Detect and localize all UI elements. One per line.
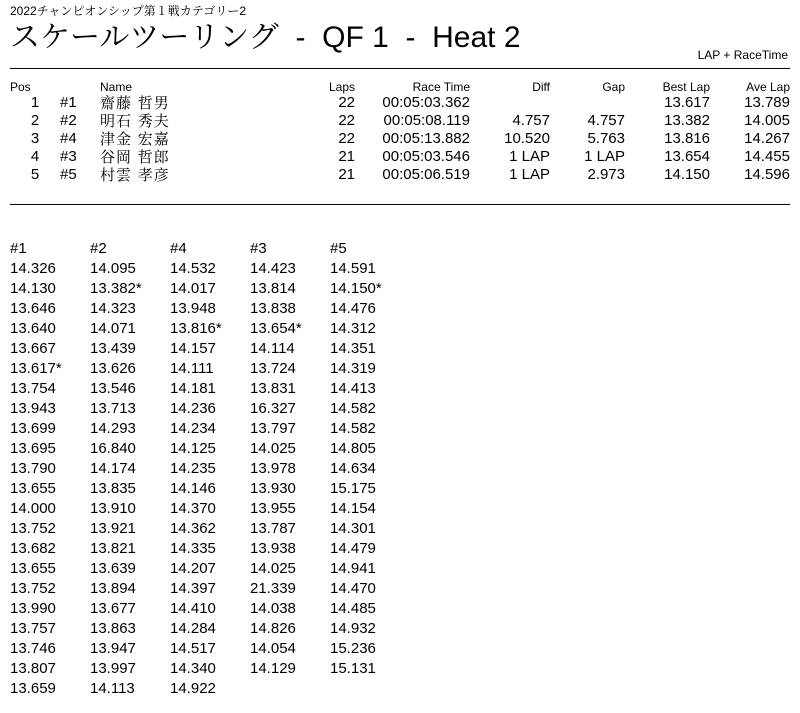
lap-time-cell: 14.017 — [170, 280, 216, 297]
gap-cell: 1 LAP — [584, 148, 625, 165]
col-header-pos: Pos — [10, 80, 31, 94]
col-header-car — [60, 80, 100, 94]
laps-cell: 22 — [338, 112, 355, 129]
lap-time-cell: 14.326 — [10, 260, 56, 277]
diff-cell — [470, 94, 550, 112]
diff-cell: 4.757 — [512, 112, 550, 129]
lap-row — [10, 399, 410, 419]
lap-time-cell: 14.410 — [170, 600, 216, 617]
results-table — [10, 80, 790, 184]
lap-time-cell: 14.582 — [330, 400, 376, 417]
results-row — [10, 148, 790, 166]
lap-time-cell: 13.938 — [250, 540, 296, 557]
lap-time-cell: 14.130 — [10, 280, 56, 297]
lap-row — [10, 279, 410, 299]
col-header-ave-lap: Ave Lap — [746, 80, 790, 94]
lap-time-cell: 14.129 — [250, 660, 296, 677]
driver-name-cell: 齋藤 哲男 — [100, 94, 170, 112]
lap-time-cell: 13.617* — [10, 360, 62, 377]
lap-time-cell: 14.095 — [90, 260, 136, 277]
lap-time-cell: 14.071 — [90, 320, 136, 337]
col-header-best-lap: Best Lap — [662, 80, 710, 94]
lap-time-cell: 13.695 — [10, 440, 56, 457]
lap-row — [10, 579, 410, 599]
col-header-race-time: Race Time — [412, 80, 470, 94]
lap-time-cell: 13.667 — [10, 340, 56, 357]
lap-time-cell: 14.181 — [170, 380, 216, 397]
best-lap-cell: 13.654 — [664, 148, 710, 165]
lap-row — [10, 299, 410, 319]
lap-time-cell: 13.746 — [10, 640, 56, 657]
col-header-name: Name — [100, 80, 133, 94]
lap-time-cell: 13.835 — [90, 480, 136, 497]
laps-cell: 22 — [338, 94, 355, 111]
laps-cell: 22 — [338, 130, 355, 147]
lap-time-cell: 13.930 — [250, 480, 296, 497]
lap-time-cell: 14.038 — [250, 600, 296, 617]
lap-row — [10, 359, 410, 379]
lap-time-cell: 14.236 — [170, 400, 216, 417]
lap-time-cell: 13.655 — [10, 480, 56, 497]
lap-time-cell: 13.677 — [90, 600, 136, 617]
lap-time-cell: 14.941 — [330, 560, 376, 577]
lap-time-cell: 14.413 — [330, 380, 376, 397]
results-row — [10, 112, 790, 130]
diff-cell: 1 LAP — [509, 166, 550, 183]
best-lap-cell: 13.617 — [664, 94, 710, 111]
lap-time-cell: 14.157 — [170, 340, 216, 357]
lap-time-cell: 14.485 — [330, 600, 376, 617]
lap-time-cell: 14.114 — [250, 340, 295, 357]
race-time-cell: 00:05:03.362 — [382, 94, 470, 111]
lap-time-cell: 13.821 — [90, 540, 136, 557]
lap-time-cell: 14.470 — [330, 580, 376, 597]
ave-lap-cell: 13.789 — [744, 94, 790, 111]
pos-cell: 2 — [30, 112, 40, 129]
lap-time-cell: 14.397 — [170, 580, 216, 597]
lap-time-cell: 15.175 — [330, 480, 376, 497]
diff-cell: 1 LAP — [509, 148, 550, 165]
race-time-cell: 00:05:13.882 — [382, 130, 470, 147]
lap-time-cell — [250, 679, 330, 699]
lap-time-cell: 14.479 — [330, 540, 376, 557]
lap-time-cell: 13.863 — [90, 620, 136, 637]
best-lap-cell: 14.150 — [664, 166, 710, 183]
results-divider — [10, 204, 790, 205]
lap-time-cell: 16.327 — [250, 400, 296, 417]
lap-time-cell: 14.826 — [250, 620, 296, 637]
ave-lap-cell: 14.005 — [744, 112, 790, 129]
lap-time-cell: 13.682 — [10, 540, 56, 557]
lap-time-cell: 13.626 — [90, 360, 136, 377]
col-header-gap: Gap — [602, 80, 625, 94]
laps-cell: 21 — [338, 148, 355, 165]
lap-time-cell: 13.757 — [10, 620, 56, 637]
lap-time-cell: 13.787 — [250, 520, 296, 537]
lap-row — [10, 599, 410, 619]
lap-col-header: #3 — [250, 240, 267, 257]
driver-name-cell: 村雲 孝彦 — [100, 166, 170, 184]
lap-time-cell: 14.301 — [330, 520, 376, 537]
lap-time-cell: 13.921 — [90, 520, 136, 537]
lap-row — [10, 519, 410, 539]
page-title: スケールツーリング - QF 1 - Heat 2 — [10, 21, 521, 54]
lap-time-cell: 14.319 — [330, 360, 376, 377]
driver-name-cell: 津金 宏嘉 — [100, 130, 170, 148]
lap-time-cell: 14.025 — [250, 560, 296, 577]
pos-cell: 5 — [30, 166, 40, 183]
lap-row — [10, 459, 410, 479]
lap-row — [10, 639, 410, 659]
lap-time-cell: 14.532 — [170, 260, 216, 277]
lap-time-cell: 14.293 — [90, 420, 136, 437]
pos-cell: 1 — [30, 94, 40, 111]
lap-time-cell: 13.754 — [10, 380, 56, 397]
lap-time-cell: 14.054 — [250, 640, 296, 657]
lap-time-cell: 13.639 — [90, 560, 136, 577]
header-divider — [10, 68, 790, 69]
lap-time-cell: 13.646 — [10, 300, 56, 317]
lap-time-cell: 13.546 — [90, 380, 136, 397]
car-number-cell: #5 — [60, 166, 77, 183]
lap-time-cell: 13.713 — [90, 400, 136, 417]
lap-time-cell: 13.978 — [250, 460, 296, 477]
best-lap-cell: 13.382 — [664, 112, 710, 129]
lap-time-cell: 13.807 — [10, 660, 56, 677]
lap-row — [10, 339, 410, 359]
lap-time-cell: 13.382* — [90, 280, 142, 297]
ave-lap-cell: 14.455 — [744, 148, 790, 165]
lap-time-cell: 14.634 — [330, 460, 376, 477]
lap-time-cell: 14.423 — [250, 260, 296, 277]
lap-time-cell: 14.335 — [170, 540, 216, 557]
lap-time-cell: 13.752 — [10, 520, 56, 537]
lap-time-cell: 13.894 — [90, 580, 136, 597]
lap-time-cell: 14.370 — [170, 500, 216, 517]
lap-time-cell: 14.312 — [330, 320, 376, 337]
lap-row — [10, 479, 410, 499]
lap-time-cell: 14.125 — [170, 440, 216, 457]
race-time-cell: 00:05:06.519 — [382, 166, 470, 183]
lap-time-cell: 14.150* — [330, 280, 382, 297]
lap-header-row — [10, 239, 410, 259]
results-row — [10, 130, 790, 148]
lap-time-cell: 13.816* — [170, 320, 222, 337]
lap-row — [10, 619, 410, 639]
race-time-cell: 00:05:08.119 — [383, 112, 470, 129]
lap-time-cell: 14.284 — [170, 620, 216, 637]
event-name: 2022チャンピオンシップ第１戦カテゴリー2 — [10, 4, 246, 18]
car-number-cell: #3 — [60, 148, 77, 165]
lap-col-header: #5 — [330, 240, 347, 257]
lap-time-cell: 13.724 — [250, 360, 296, 377]
lap-time-cell: 13.654* — [250, 320, 302, 337]
lap-times-table — [10, 239, 410, 699]
lap-time-cell: 14.351 — [330, 340, 376, 357]
lap-row — [10, 439, 410, 459]
lap-time-cell: 14.476 — [330, 300, 376, 317]
lap-time-cell: 13.655 — [10, 560, 56, 577]
lap-time-cell: 14.207 — [170, 560, 216, 577]
lap-time-cell: 14.111 — [170, 360, 214, 377]
col-header-diff: Diff — [532, 80, 550, 94]
gap-cell — [550, 94, 625, 112]
lap-time-cell: 14.323 — [90, 300, 136, 317]
gap-cell: 5.763 — [587, 130, 625, 147]
lap-row — [10, 379, 410, 399]
lap-time-cell: 15.236 — [330, 640, 376, 657]
lap-col-header: #1 — [10, 240, 27, 257]
lap-row — [10, 499, 410, 519]
lap-time-cell: 16.840 — [90, 440, 136, 457]
lap-time-cell: 14.113 — [90, 680, 135, 697]
lap-row — [10, 259, 410, 279]
lap-time-cell: 13.910 — [90, 500, 136, 517]
pos-cell: 4 — [30, 148, 40, 165]
lap-time-cell: 13.640 — [10, 320, 56, 337]
lap-row — [10, 539, 410, 559]
race-time-cell: 00:05:03.546 — [382, 148, 470, 165]
lap-col-header: #2 — [90, 240, 107, 257]
driver-name-cell: 谷岡 哲郎 — [100, 148, 170, 166]
lap-time-cell: 13.947 — [90, 640, 136, 657]
gap-cell: 4.757 — [587, 112, 625, 129]
lap-time-cell: 14.517 — [170, 640, 216, 657]
lap-row — [10, 419, 410, 439]
lap-time-cell: 13.790 — [10, 460, 56, 477]
lap-time-cell: 13.797 — [250, 420, 296, 437]
lap-time-cell: 13.948 — [170, 300, 216, 317]
lap-time-cell: 14.154 — [330, 500, 376, 517]
results-row — [10, 94, 790, 112]
lap-row — [10, 679, 410, 699]
col-header-laps: Laps — [328, 80, 355, 94]
lap-time-cell: 14.932 — [330, 620, 376, 637]
lap-time-cell: 14.340 — [170, 660, 216, 677]
lap-time-cell: 14.591 — [330, 260, 376, 277]
best-lap-cell: 13.816 — [664, 130, 710, 147]
ave-lap-cell: 14.596 — [744, 166, 790, 183]
lap-row — [10, 659, 410, 679]
pos-cell: 3 — [30, 130, 40, 147]
lap-time-cell — [330, 679, 410, 699]
car-number-cell: #1 — [60, 94, 77, 111]
laps-cell: 21 — [338, 166, 355, 183]
results-row — [10, 166, 790, 184]
lap-row — [10, 559, 410, 579]
lap-time-cell: 13.943 — [10, 400, 56, 417]
lap-time-cell: 13.955 — [250, 500, 296, 517]
lap-time-cell: 13.699 — [10, 420, 56, 437]
lap-row — [10, 319, 410, 339]
lap-col-header: #4 — [170, 240, 187, 257]
lap-time-cell: 14.146 — [170, 480, 216, 497]
lap-time-cell: 13.439 — [90, 340, 136, 357]
car-number-cell: #4 — [60, 130, 77, 147]
lap-time-cell: 14.805 — [330, 440, 376, 457]
lap-time-cell: 14.582 — [330, 420, 376, 437]
lap-time-cell: 21.339 — [250, 580, 296, 597]
lap-time-cell: 14.235 — [170, 460, 216, 477]
lap-time-cell: 14.234 — [170, 420, 216, 437]
race-format-label: LAP + RaceTime — [697, 48, 788, 62]
lap-time-cell: 14.174 — [90, 460, 136, 477]
lap-time-cell: 14.922 — [170, 680, 216, 697]
lap-time-cell: 13.838 — [250, 300, 296, 317]
lap-time-cell: 13.990 — [10, 600, 56, 617]
gap-cell: 2.973 — [587, 166, 625, 183]
lap-time-cell: 14.025 — [250, 440, 296, 457]
lap-time-cell: 13.752 — [10, 580, 56, 597]
lap-time-cell: 13.831 — [250, 380, 296, 397]
car-number-cell: #2 — [60, 112, 77, 129]
ave-lap-cell: 14.267 — [744, 130, 790, 147]
lap-time-cell: 13.814 — [250, 280, 296, 297]
lap-time-cell: 13.659 — [10, 680, 56, 697]
driver-name-cell: 明石 秀夫 — [100, 112, 170, 130]
diff-cell: 10.520 — [504, 130, 550, 147]
lap-time-cell: 15.131 — [330, 660, 376, 677]
lap-time-cell: 13.997 — [90, 660, 136, 677]
results-header-row — [10, 80, 790, 94]
lap-time-cell: 14.362 — [170, 520, 216, 537]
lap-time-cell: 14.000 — [10, 500, 56, 517]
